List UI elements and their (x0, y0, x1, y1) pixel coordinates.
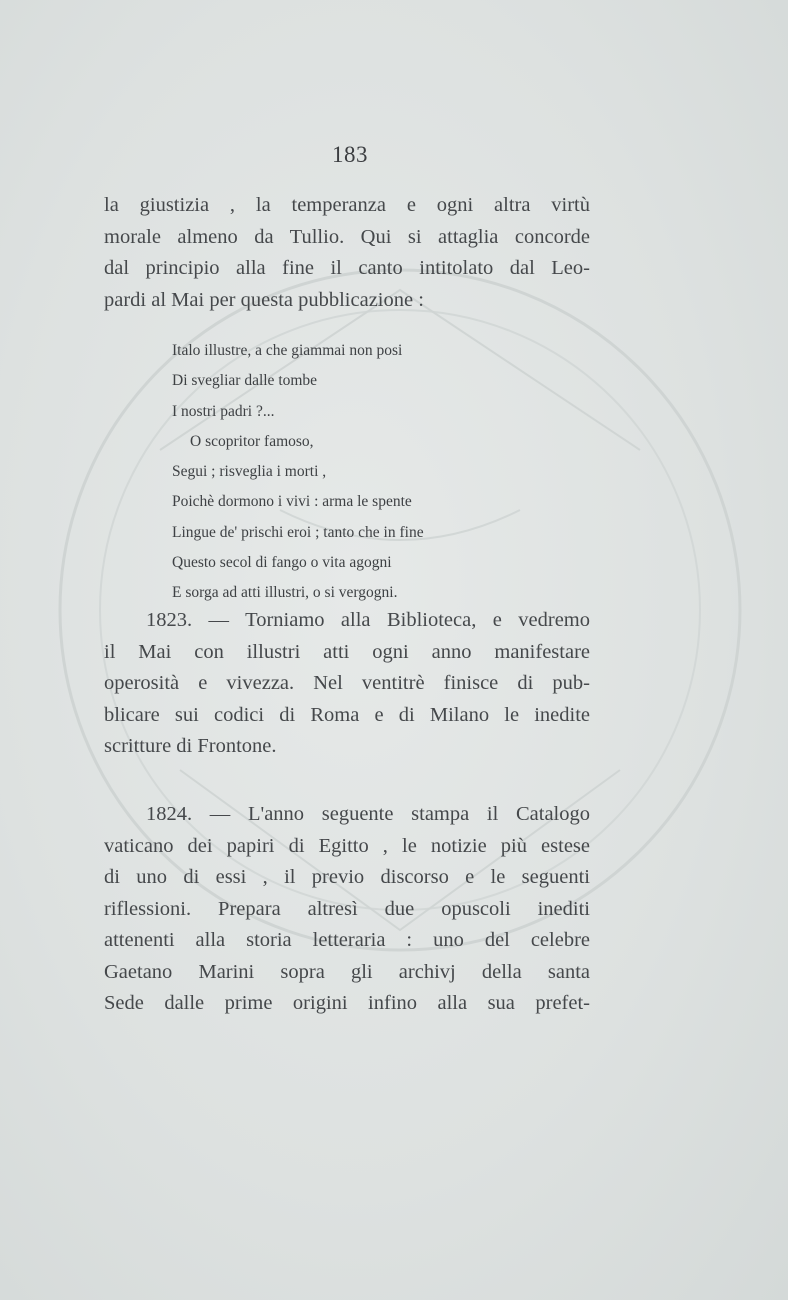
verse-line: Lingue de' prischi eroi ; tanto che in fine (172, 523, 424, 541)
page-number: 183 (332, 142, 368, 167)
text-line: 1823. — Torniamo alla Biblioteca, e vedremo (146, 609, 590, 631)
paragraph-1 (104, 190, 590, 316)
verse-line: Poichè dormono i vivi : arma le spente (172, 493, 412, 511)
verse-line: E sorga ad atti illustri, o si vergogni. (172, 584, 398, 602)
text-line: pardi al Mai per questa pubblicazione : (104, 288, 424, 311)
text-line: Sede dalle prime origini infino alla sua prefet- (104, 992, 590, 1014)
text-line: di uno di essi , il previo discorso e le seguenti (104, 866, 590, 888)
verse-line: O scopritor famoso, (190, 432, 314, 450)
text-line: blicare sui codici di Roma e di Milano le inedite (104, 703, 590, 726)
verse-line: Questo secol di fango o vita agogni (172, 554, 392, 572)
text-line: dal principio alla fine il canto intitolato dal Leo- (104, 257, 590, 279)
text-line: Gaetano Marini sopra gli archivj della santa (104, 960, 590, 983)
text-line: attenenti alla storia letteraria : uno del celebre (104, 929, 590, 951)
paragraph-1824 (104, 799, 590, 1020)
quoted-verse (172, 336, 592, 609)
text-line: il Mai con illustri atti ogni anno manifestare (104, 640, 590, 663)
verse-line: I nostri padri ?... (172, 402, 275, 420)
verse-line: Di svegliar dalle tombe (172, 372, 318, 390)
text-line: scritture di Frontone. (104, 735, 277, 757)
verse-line: Italo illustre, a che giammai non posi (172, 342, 403, 359)
text-line: la giustizia , la temperanza e ogni altra virtù (104, 194, 590, 216)
text-line: operosità e vivezza. Nel ventitrè finisce di pub- (104, 672, 590, 694)
text-line: 1824. — L'anno seguente stampa il Catalogo (146, 803, 590, 825)
text-line: morale almeno da Tullio. Qui si attaglia concorde (104, 225, 590, 248)
text-line: vaticano dei papiri di Egitto , le notizie più estese (104, 834, 590, 857)
verse-line: Segui ; risveglia i morti , (172, 463, 327, 481)
paragraph-1823 (104, 605, 590, 763)
text-line: riflessioni. Prepara altresì due opuscoli inediti (104, 897, 590, 920)
